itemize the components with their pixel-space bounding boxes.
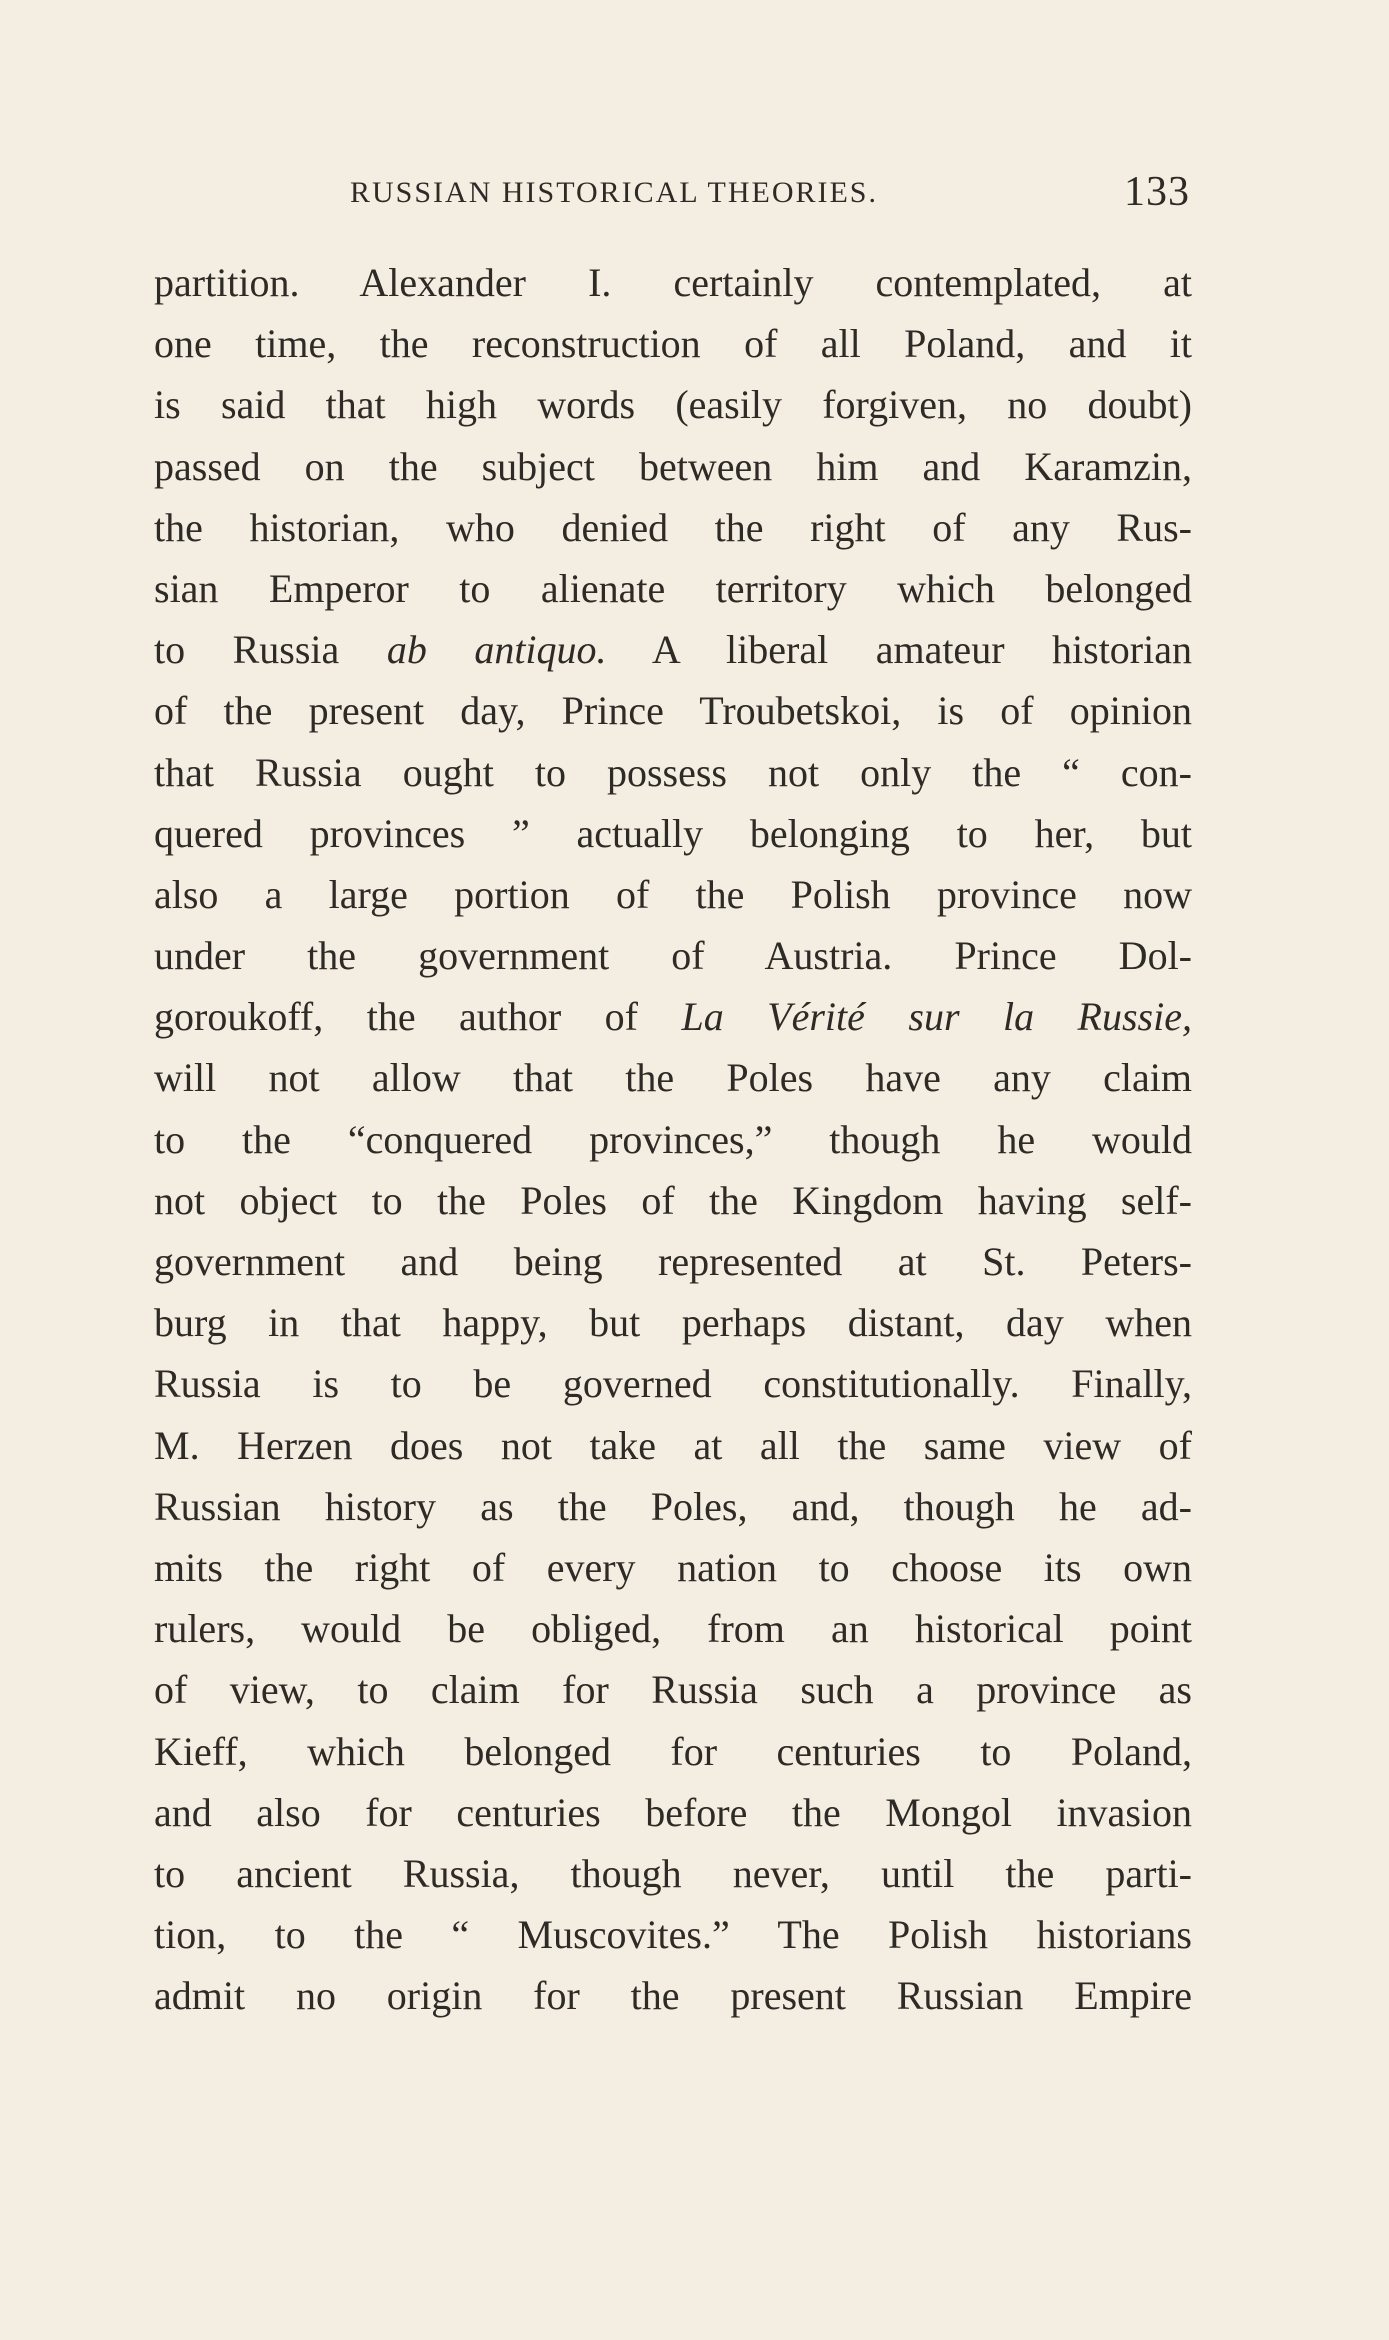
text-span: the historian, who denied the right of any Rus- xyxy=(154,504,1192,550)
text-span: sian Emperor to alienate territory which belonged xyxy=(154,565,1192,611)
text-span: to the “conquered provinces,” though he would xyxy=(154,1116,1192,1162)
running-head xyxy=(350,168,1190,218)
text-span: partition. Alexander I. certainly contemplated, at xyxy=(154,260,1192,305)
text-line xyxy=(154,1353,1192,1414)
text-line xyxy=(154,1109,1192,1170)
text-line xyxy=(154,1843,1192,1904)
text-line xyxy=(154,252,1192,313)
text-span: also a large portion of the Polish province now xyxy=(154,871,1192,917)
text-span: that Russia ought to possess not only the “ con- xyxy=(154,749,1192,795)
text-span: tion, to the “ Muscovites.” The Polish historians xyxy=(154,1912,1192,1958)
text-span: is said that high words (easily forgiven, no doubt) xyxy=(154,382,1192,428)
text-line xyxy=(154,1170,1192,1231)
text-line xyxy=(154,1476,1192,1537)
text-line xyxy=(154,925,1192,986)
text-span: mits the right of every nation to choose its own xyxy=(154,1544,1192,1590)
text-line xyxy=(154,1721,1192,1782)
italic-text: La Vérité sur la Russie, xyxy=(681,994,1192,1040)
text-line xyxy=(154,1415,1192,1476)
text-span: and also for centuries before the Mongol invasion xyxy=(154,1789,1192,1835)
text-line xyxy=(154,619,1192,680)
text-line xyxy=(154,1965,1192,2026)
text-line xyxy=(154,1292,1192,1353)
text-span: under the government of Austria. Prince Dol- xyxy=(154,933,1192,979)
text-span: to ancient Russia, though never, until the parti- xyxy=(154,1850,1192,1896)
text-span: one time, the reconstruction of all Poland, and it xyxy=(154,321,1192,367)
text-span: admit no origin for the present Russian Empire xyxy=(154,1973,1192,2019)
text-line xyxy=(154,313,1192,374)
text-line xyxy=(154,864,1192,925)
text-span: to Russia xyxy=(154,627,387,673)
text-span: goroukoff, the author of xyxy=(154,994,682,1040)
text-line xyxy=(154,1782,1192,1843)
text-line xyxy=(154,1904,1192,1965)
text-line xyxy=(154,680,1192,741)
page-number: 133 xyxy=(1124,169,1190,215)
text-span: of view, to claim for Russia such a province as xyxy=(154,1667,1192,1713)
text-span: will not allow that the Poles have any claim xyxy=(154,1055,1192,1101)
text-span: rulers, would be obliged, from an historical point xyxy=(154,1606,1192,1652)
text-line xyxy=(154,1047,1192,1108)
text-span: of the present day, Prince Troubetskoi, is of opinion xyxy=(154,688,1192,734)
text-line xyxy=(154,558,1192,619)
text-span: not object to the Poles of the Kingdom having self- xyxy=(154,1177,1192,1223)
text-line xyxy=(154,1537,1192,1598)
text-span: passed on the subject between him and Karamzin, xyxy=(154,443,1192,489)
text-line xyxy=(154,803,1192,864)
text-line xyxy=(154,986,1192,1047)
text-line xyxy=(154,1598,1192,1659)
text-span: Russian history as the Poles, and, though he ad- xyxy=(154,1483,1192,1529)
text-span: quered provinces ” actually belonging to her, but xyxy=(154,810,1192,856)
text-span: Russia is to be governed constitutionally. Finally, xyxy=(154,1361,1192,1407)
text-line xyxy=(154,742,1192,803)
text-line xyxy=(154,374,1192,435)
text-span: burg in that happy, but perhaps distant, day when xyxy=(154,1300,1192,1346)
italic-text: ab antiquo. xyxy=(386,627,607,673)
running-title: RUSSIAN HISTORICAL THEORIES. xyxy=(350,176,878,209)
body-text xyxy=(154,252,1192,2026)
text-span: Kieff, which belonged for centuries to Poland, xyxy=(154,1728,1192,1774)
text-line xyxy=(154,497,1192,558)
text-line xyxy=(154,1231,1192,1292)
text-line xyxy=(154,1659,1192,1720)
text-span: government and being represented at St. Peters- xyxy=(154,1239,1192,1284)
text-span: A liberal amateur historian xyxy=(606,627,1192,673)
text-line xyxy=(154,436,1192,497)
text-span: M. Herzen does not take at all the same view of xyxy=(154,1422,1192,1468)
